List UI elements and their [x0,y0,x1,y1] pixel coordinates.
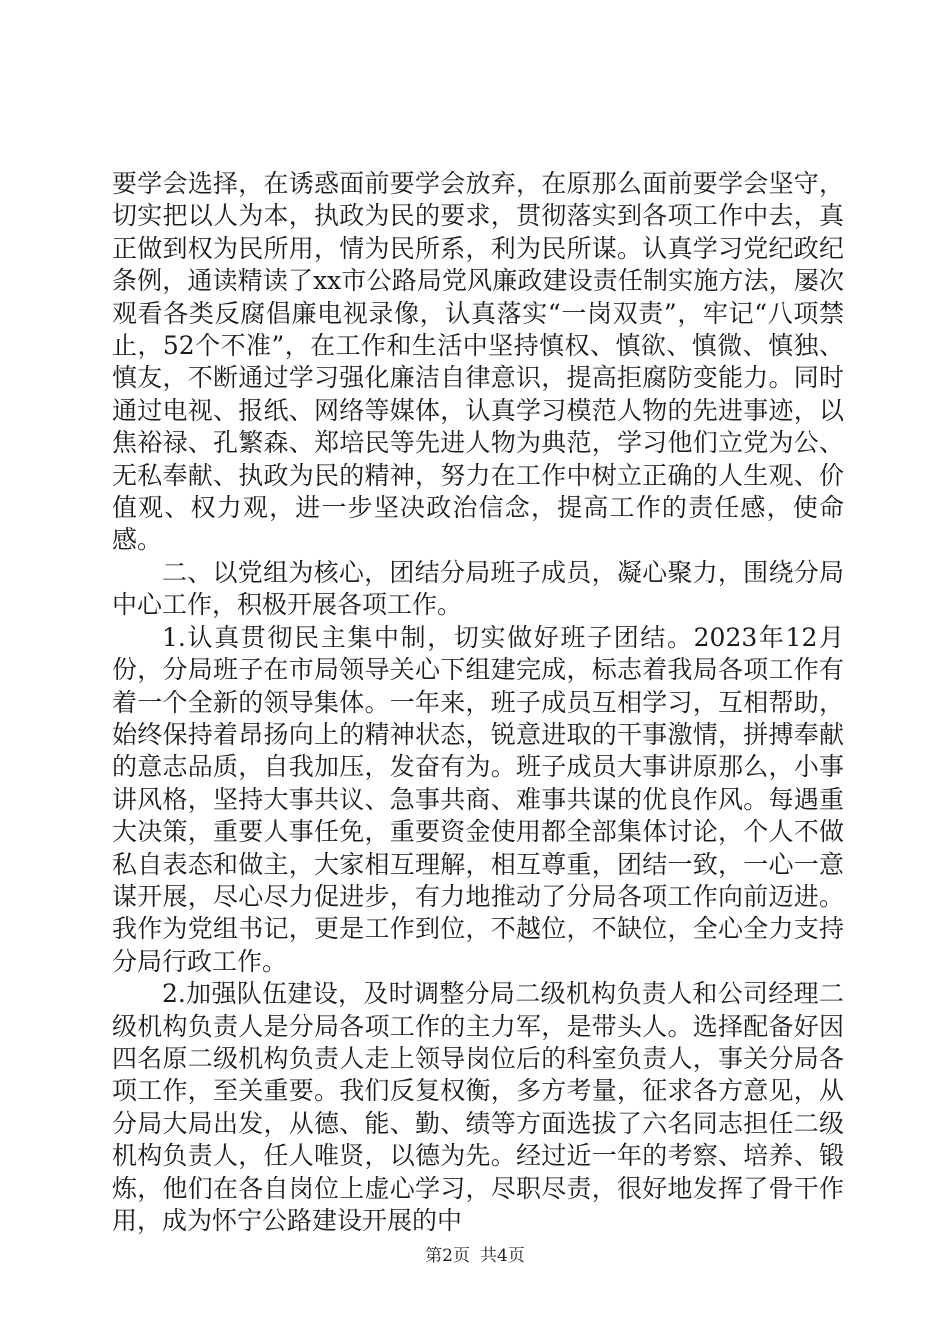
page-footer [0,1245,950,1267]
document-body [112,168,844,1237]
page-total: 共4页 [480,1246,525,1266]
paragraph-2: 二、以党组为核心，团结分局班子成员，凝心聚力，围绕分局中心工作，积极开展各项工作。 [112,557,844,620]
paragraph-1: 要学会选择，在诱惑面前要学会放弃，在原那么面前要学会坚守，切实把以人为本，执政为民的要求，贯彻落实到各项工作中去，真正做到权为民所用，情为民所系，利为民所谋。认真学习党纪政纪条例，通读精读了xx市公路局党风廉政建设责任制实施方法，屡次观看各类反腐倡廉电视录像，认真落实“一岗双责”，牢记“八项禁止，52个不准”，在工作和生活中坚持慎权、慎欲、慎微、慎独、慎友，不断通过学习强化廉洁自律意识，提高拒腐防变能力。同时通过电视、报纸、网络等媒体，认真学习模范人物的先进事迹，以焦裕禄、孔繁森、郑培民等先进人物为典范，学习他们立党为公、无私奉献、执政为民的精神，努力在工作中树立正确的人生观、价值观、权力观，进一步坚决政治信念，提高工作的责任感，使命感。 [112,169,844,555]
paragraph-3: 1.认真贯彻民主集中制，切实做好班子团结。2023年12月份，分局班子在市局领导关心下组建完成，标志着我局各项工作有着一个全新的领导集体。一年来，班子成员互相学习，互相帮助，始终保持着昂扬向上的精神状态，锐意进取的干事激情，拼搏奉献的意志品质，自我加压，发奋有为。班子成员大事讲原那么，小事讲风格，坚持大事共议、急事共商、难事共谋的优良作风。每遇重大决策，重要人事任免，重要资金使用都全部集体讨论，个人不做私自表态和做主，大家相互理解，相互尊重，团结一致，一心一意谋开展，尽心尽力促进步，有力地推动了分局各项工作向前迈进。我作为党组书记，更是工作到位，不越位，不缺位，全心全力支持分局行政工作。 [112,622,844,976]
paragraph-4: 2.加强队伍建设，及时调整分局二级机构负责人和公司经理二级机构负责人是分局各项工作的主力军，是带头人。选择配备好因四名原二级机构负责人走上领导岗位后的科室负责人，事关分局各项工作，至关重要。我们反复权衡，多方考量，征求各方意见，从分局大局出发，从德、能、勤、绩等方面选拔了六名同志担任二级机构负责人，任人唯贤，以德为先。经过近一年的考察、培养、锻炼，他们在各自岗位上虚心学习，尽职尽责，很好地发挥了骨干作用，成为怀宁公路建设开展的中 [112,979,844,1235]
page-number: 第2页 [425,1246,470,1266]
